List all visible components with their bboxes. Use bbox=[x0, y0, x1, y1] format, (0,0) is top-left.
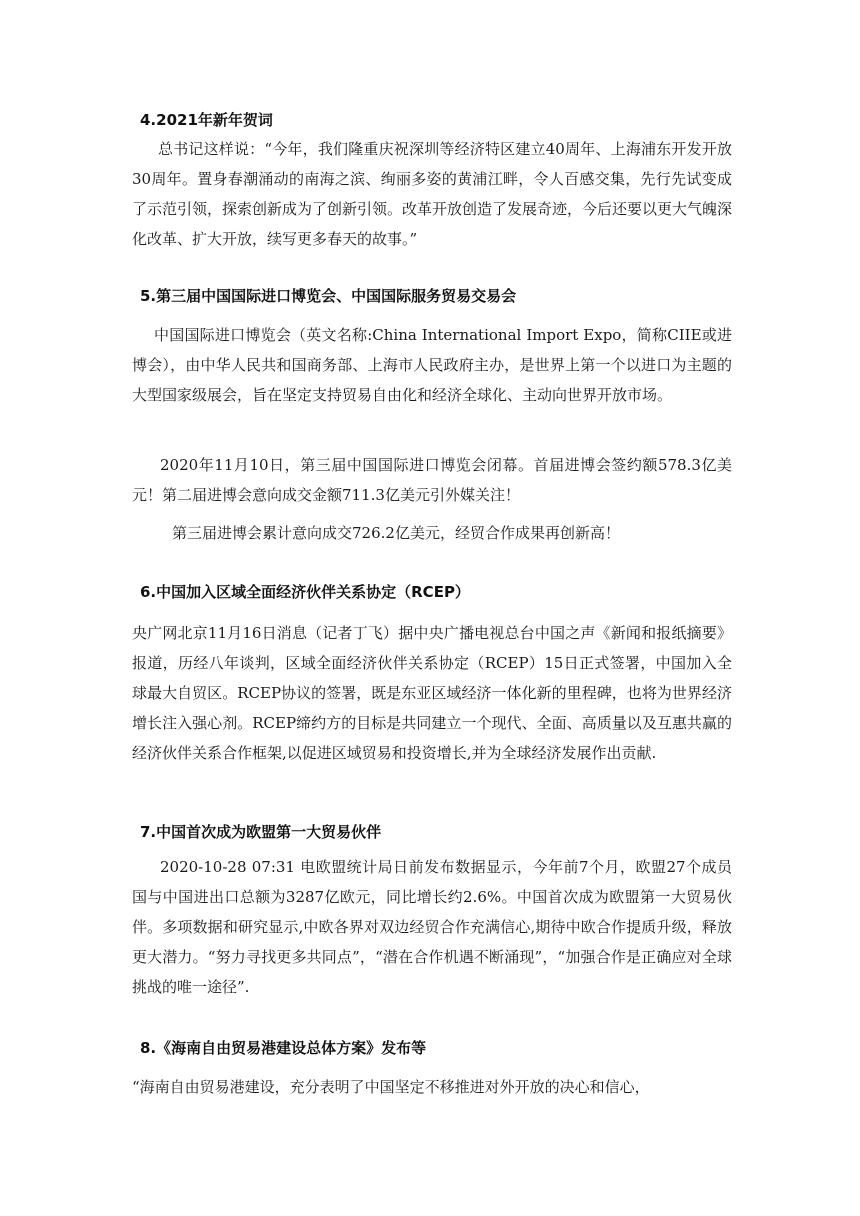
section-6-paragraph: 央广网北京11月16日消息（记者丁飞）据中央广播电视总台中国之声《新闻和报纸摘要》报道，历经八年谈判，区域全面经济伙伴关系协定（RCEP）15日正式签署，中国加入全球最大自贸区。RCEP协议的签署，既是东亚区域经济一体化新的里程碑，也将为世界经济增长注入强心剂。RCEP缔约方的目标是共同建立一个现代、全面、高质量以及互惠共赢的经济伙伴关系合作框架,以促进区域贸易和投资增长,并为全球经济发展作出贡献. bbox=[132, 624, 732, 762]
section-5-paragraph-3: 第三届进博会累计意向成交726.2亿美元，经贸合作成果再创新高！ bbox=[172, 524, 620, 542]
section-8-paragraph: “海南自由贸易港建设，充分表明了中国坚定不移推进对外开放的决心和信心， bbox=[132, 1078, 650, 1096]
section-7-heading: 7.中国首次成为欧盟第一大贸易伙伴 bbox=[140, 823, 382, 841]
section-4-heading: 4.2021年新年贺词 bbox=[140, 111, 273, 129]
section-5-paragraph-2: 2020年11月10日，第三届中国国际进口博览会闭幕。首届进博会签约额578.3亿美元！第二届进博会意向成交金额711.3亿美元引外媒关注！ bbox=[132, 456, 732, 504]
section-8-heading: 8.《海南自由贸易港建设总体方案》发布等 bbox=[140, 1039, 427, 1057]
section-6-heading: 6.中国加入区域全面经济伙伴关系协定（RCEP） bbox=[140, 583, 470, 601]
section-5-heading: 5.第三届中国国际进口博览会、中国国际服务贸易交易会 bbox=[140, 287, 517, 305]
section-7-paragraph: 2020-10-28 07:31 电欧盟统计局日前发布数据显示，今年前7个月，欧盟27个成员国与中国进出口总额为3287亿欧元，同比增长约2.6%。中国首次成为欧盟第一大贸易伙伴。多项数据和研究显示,中欧各界对双边经贸合作充满信心,期待中欧合作提质升级，释放更大潜力。“努力寻找更多共同点”，“潜在合作机遇不断涌现”，“加强合作是正确应对全球挑战的唯一途径”. bbox=[132, 858, 732, 996]
section-4-paragraph: 总书记这样说：“今年，我们隆重庆祝深圳等经济特区建立40周年、上海浦东开发开放30周年。置身春潮涌动的南海之滨、绚丽多姿的黄浦江畔，令人百感交集，先行先试变成了示范引领，探索创新成为了创新引领。改革开放创造了发展奇迹，今后还要以更大气魄深化改革、扩大开放，续写更多春天的故事。” bbox=[132, 140, 733, 248]
section-5-paragraph-1: 中国国际进口博览会（英文名称:China International Import Expo，简称CIIE或进博会），由中华人民共和国商务部、上海市人民政府主办，是世界上第一个以进口为主题的大型国家级展会，旨在坚定支持贸易自由化和经济全球化、主动向世界开放市场。 bbox=[132, 326, 732, 404]
